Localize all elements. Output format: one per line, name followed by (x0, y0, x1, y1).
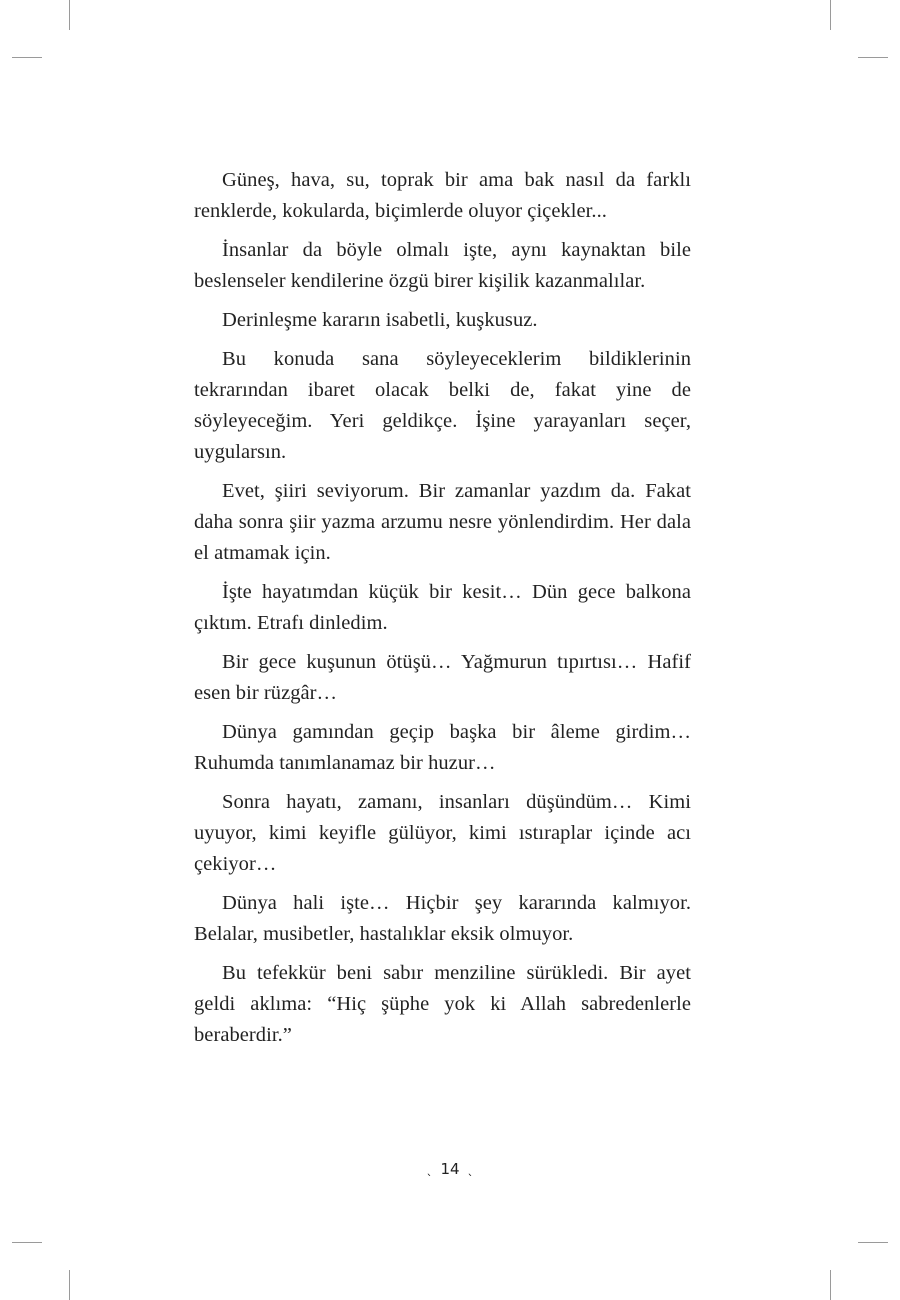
crop-mark-top-right (830, 0, 831, 30)
paragraph: Bu tefekkür beni sabır menziline sürükledi. Bir ayet geldi aklıma: “Hiç şüphe yok ki Allah sabredenlerle beraberdir.” (194, 962, 691, 1046)
paragraph: İnsanlar da böyle olmalı işte, aynı kaynaktan bile beslenseler kendilerine özgü birer kişilik kazanmalılar. (194, 239, 691, 292)
paragraph: Bir gece kuşunun ötüşü… Yağmurun tıpırtısı… Hafif esen bir rüzgâr… (194, 651, 691, 704)
page-footer (0, 1160, 900, 1178)
crop-mark-bottom-left (12, 1242, 42, 1243)
ornament-left-icon: ˎ (426, 1162, 433, 1176)
paragraph: Evet, şiiri seviyorum. Bir zamanlar yazdım da. Fakat daha sonra şiir yazma arzumu nesre yönlendirdim. Her dala el atmamak için. (194, 480, 691, 564)
crop-mark-bottom-left (69, 1270, 70, 1300)
body-text (194, 165, 691, 1059)
crop-mark-top-right (858, 57, 888, 58)
paragraph: Derinleşme kararın isabetli, kuşkusuz. (222, 309, 538, 331)
paragraph: Sonra hayatı, zamanı, insanları düşündüm… Kimi uyuyor, kimi keyifle gülüyor, kimi ıstıraplar içinde acı çekiyor… (194, 791, 691, 875)
paragraph: İşte hayatımdan küçük bir kesit… Dün gece balkona çıktım. Etrafı dinledim. (194, 581, 691, 634)
crop-mark-bottom-right (858, 1242, 888, 1243)
page-number: 14 (440, 1160, 460, 1178)
paragraph: Güneş, hava, su, toprak bir ama bak nasıl da farklı renklerde, kokularda, biçimlerde oluyor çiçekler... (194, 169, 691, 222)
paragraph: Dünya hali işte… Hiçbir şey kararında kalmıyor. Belalar, musibetler, hastalıklar eksik olmuyor. (194, 892, 691, 945)
paragraph: Bu konuda sana söyleyeceklerim bildiklerinin tekrarından ibaret olacak belki de, fakat yine de söyleyeceğim. Yeri geldikçe. İşine yarayanları seçer, uygularsın. (194, 348, 691, 463)
crop-mark-top-left (12, 57, 42, 58)
ornament-right-icon: ˎ (467, 1162, 474, 1176)
paragraph: Dünya gamından geçip başka bir âleme girdim… Ruhumda tanımlanamaz bir huzur… (194, 721, 691, 774)
crop-mark-top-left (69, 0, 70, 30)
crop-mark-bottom-right (830, 1270, 831, 1300)
